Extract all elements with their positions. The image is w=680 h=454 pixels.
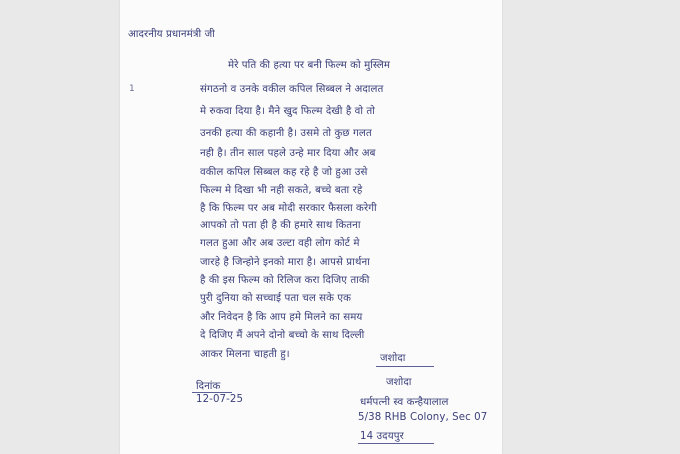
- body-line-5: नही है। तीन साल पहले उन्हे मार दिया और अब: [200, 148, 376, 159]
- body-line-9: आपको तो पता ही है की हमारे साथ कितना: [200, 220, 361, 231]
- salutation: आदरनीय प्रधानमंत्री जी: [128, 29, 215, 40]
- sender-relation: धर्मपत्नी स्व कन्हैयालाल: [360, 397, 449, 408]
- body-line-10: गलत हुआ और अब उल्टा वही लोग कोर्ट मे: [200, 238, 360, 249]
- signature-underline: [376, 366, 434, 367]
- body-line-12: है की इस फिल्म को रिलिज करा दिजिए ताकी: [200, 275, 370, 286]
- body-line-8: है कि फिल्म पर अब मोदी सरकार फैसला करेगी: [200, 203, 377, 214]
- date-label: दिनांक: [196, 381, 221, 392]
- background-right: [502, 0, 680, 454]
- background-left: [0, 0, 120, 454]
- signature: जशोदा: [380, 353, 406, 364]
- body-line-2: संगठनो व उनके वकील कपिल सिब्बल ने अदालत: [200, 84, 384, 95]
- body-line-11: जारहे है जिन्होने इनको मारा है। आपसे प्रार्थना: [200, 257, 370, 268]
- address-underline: [358, 443, 434, 444]
- sender-address-line1: 5/38 RHB Colony, Sec 07: [358, 412, 488, 423]
- body-line-15: दे दिजिए मैं अपने दोनो बच्चो के साथ दिल्ली: [200, 330, 365, 341]
- sender-name: जशोदा: [386, 377, 412, 388]
- sender-address-line2: 14 उदयपुर: [360, 431, 404, 442]
- body-line-1: मेरे पति की हत्या पर बनी फिल्म को मुस्लिम: [228, 60, 391, 71]
- body-line-4: उनकी हत्या की कहानी है। उसमे तो कुछ गलत: [200, 128, 372, 139]
- body-line-6: वकील कपिल सिब्बल कह रहे है जो हुआ उसे: [200, 167, 368, 178]
- body-line-7: फिल्म मे दिखा भी नही सकते, बच्चे बता रहे: [200, 185, 363, 196]
- body-line-14: और निवेदन है कि आप हमे मिलने का समय: [200, 312, 363, 323]
- body-line-13: पुरी दुनिया को सच्चाई पता चल सके एक: [200, 293, 352, 304]
- margin-mark: 1: [129, 84, 135, 94]
- date-label-underline: [192, 392, 232, 393]
- letter-page: [120, 0, 502, 454]
- body-line-16: आकर मिलना चाहती हु।: [200, 349, 290, 360]
- date-value: 12-07-25: [196, 394, 244, 405]
- body-line-3: मे रुकवा दिया है। मैने खुद फिल्म देखी है वो तो: [200, 106, 375, 117]
